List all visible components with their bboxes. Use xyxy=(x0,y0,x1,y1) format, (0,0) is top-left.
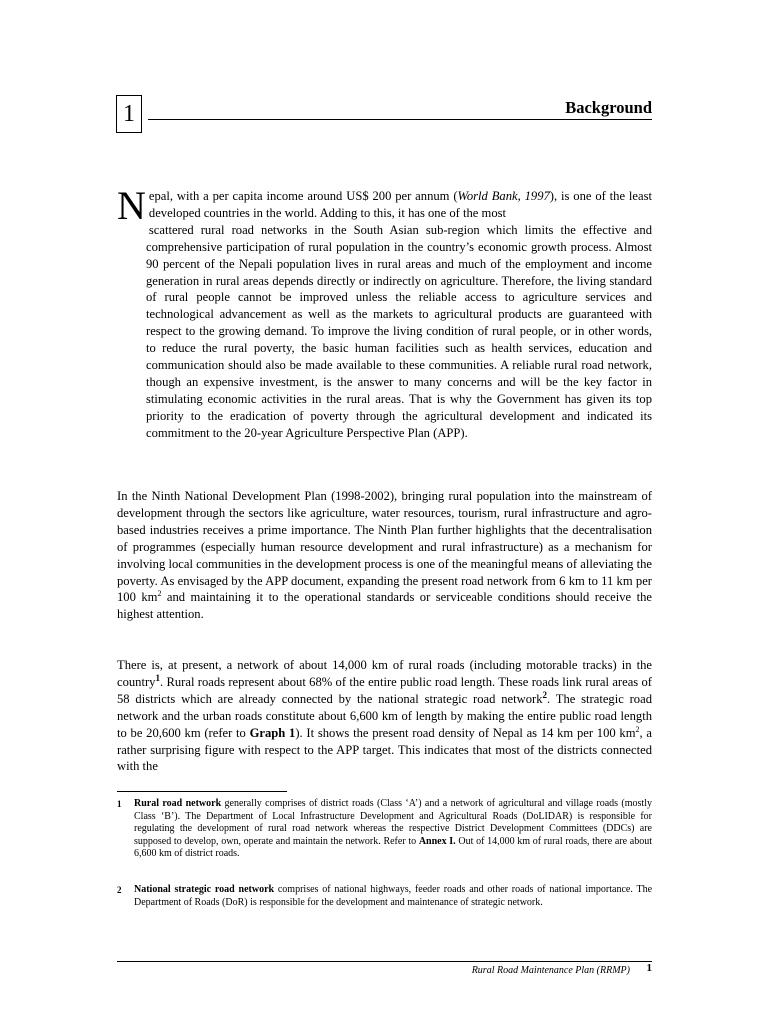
p3-part-e: , a rather surprising figure with respect to the APP target. This indicates that most of the districts connected with the xyxy=(117,725,652,774)
annex-reference: Annex I. xyxy=(418,835,456,847)
drop-cap: N xyxy=(117,183,146,228)
p3-part-c: . The strategic road network and the urban roads constitute about 6,600 km of length by making the entire public road length to be 20,600 km (refer to xyxy=(117,691,652,740)
chapter-rule xyxy=(148,119,652,120)
footnote-1-number: 1 xyxy=(117,799,122,809)
footnote-1-term: Rural road network xyxy=(134,798,222,809)
p2-superscript: 2 xyxy=(157,589,162,599)
chapter-number-box xyxy=(116,95,142,133)
footnote-1-text-end: Out of 14,000 km of rural roads, there are about 6,600 km of district roads. xyxy=(134,835,652,859)
footnote-1-text: generally comprises of district roads (Class ‘A’) and a network of agricultural and village roads (mostly Class ‘B’). The Department of Local Infrastructure Development and Agricultural Roads (DoLIDAR) is responsible for regulating the development of rural road network whereas the respective District Development Committees (DDCs) are supposed to develop, own, operate and maintain the network. Refer to xyxy=(134,798,652,847)
paragraph-2 xyxy=(117,488,652,623)
p3-part-b: . Rural roads represent about 68% of the entire public road length. These roads link rural areas of 58 districts which are already connected by the national strategic road network xyxy=(117,674,652,706)
paragraph-1 xyxy=(117,183,652,442)
chapter-title: Background xyxy=(565,98,652,117)
graph-reference: Graph 1 xyxy=(249,725,296,740)
p1-citation: World Bank, 1997 xyxy=(457,189,550,203)
footnote-2-text: comprises of national highways, feeder roads and other roads of national importance. The Department of Roads (DoR) is responsible for the development and maintenance of strategic network. xyxy=(134,884,653,908)
footnote-ref-2[interactable]: 2 xyxy=(542,689,548,700)
footnote-1 xyxy=(117,798,652,861)
footnote-2-number: 2 xyxy=(117,885,122,895)
footer-rule xyxy=(117,961,652,962)
p3-part-d: ). It shows the present road density of Nepal as 14 km per 100 km xyxy=(295,725,636,740)
footnote-2 xyxy=(117,884,652,909)
footnote-2-term: National strategic road network xyxy=(134,884,275,895)
p1-first-line: epal, with a per capita income around US$ 200 per annum ( xyxy=(148,189,458,203)
footnote-ref-1[interactable]: 1 xyxy=(155,672,160,683)
p2-text-end: and maintaining it to the operational standards or serviceable conditions should receive the highest attention. xyxy=(117,590,652,622)
p2-text: In the Ninth National Development Plan (1998-2002), bringing rural population into the mainstream of development through the sectors like agriculture, water resources, tourism, rural infrastructure and agro-based industries receives a prime importance. The Ninth Plan further highlights that the decentralisation of programmes (especially human resource development and rural infrastructure) as a mechanism for involving local communities in the development process is one of the meaningful means of alleviating the poverty. As envisaged by the APP document, expanding the present road network from 6 km to 11 km per 100 km xyxy=(117,489,652,605)
p1-first-line-end: ), is one of the least developed countries in the world. Adding to this, it has one of the most xyxy=(148,189,652,220)
footnote-separator xyxy=(117,791,287,792)
chapter-number: 1 xyxy=(123,101,135,127)
footer-title: Rural Road Maintenance Plan (RRMP) xyxy=(471,965,630,976)
page-number: 1 xyxy=(646,962,652,974)
p3-part-a: There is, at present, a network of about 14,000 km of rural roads (including motorable tracks) in the country xyxy=(117,658,652,689)
p1-body: scattered rural road networks in the South Asian sub-region which limits the effective and comprehensive participation of rural population in the country’s economic growth process. Almost 90 percent of the Nepali population lives in rural areas and much of the employment and income generation in rural areas depends directly or indirectly on agriculture. Therefore, the living standard of rural people cannot be improved unless the reliable access to agriculture services and technological advancement as well as the markets to agricultural products are guaranteed with respect to the growing demand. To improve the living condition of rural people, or in other words, to reduce the rural poverty, the basic human facilities such as health services, education and communication should also be made available to these communities. A reliable rural road network, though an expensive investment, is the answer to many concerns and will be the key factor in stimulating economic activities in the rural areas. That is why the Government has given its top priority to the eradication of poverty through the agricultural development and indicated its commitment to the 20-year Agriculture Perspective Plan (APP). xyxy=(146,222,652,440)
paragraph-3 xyxy=(117,657,652,775)
p3-superscript: 2 xyxy=(635,724,640,734)
